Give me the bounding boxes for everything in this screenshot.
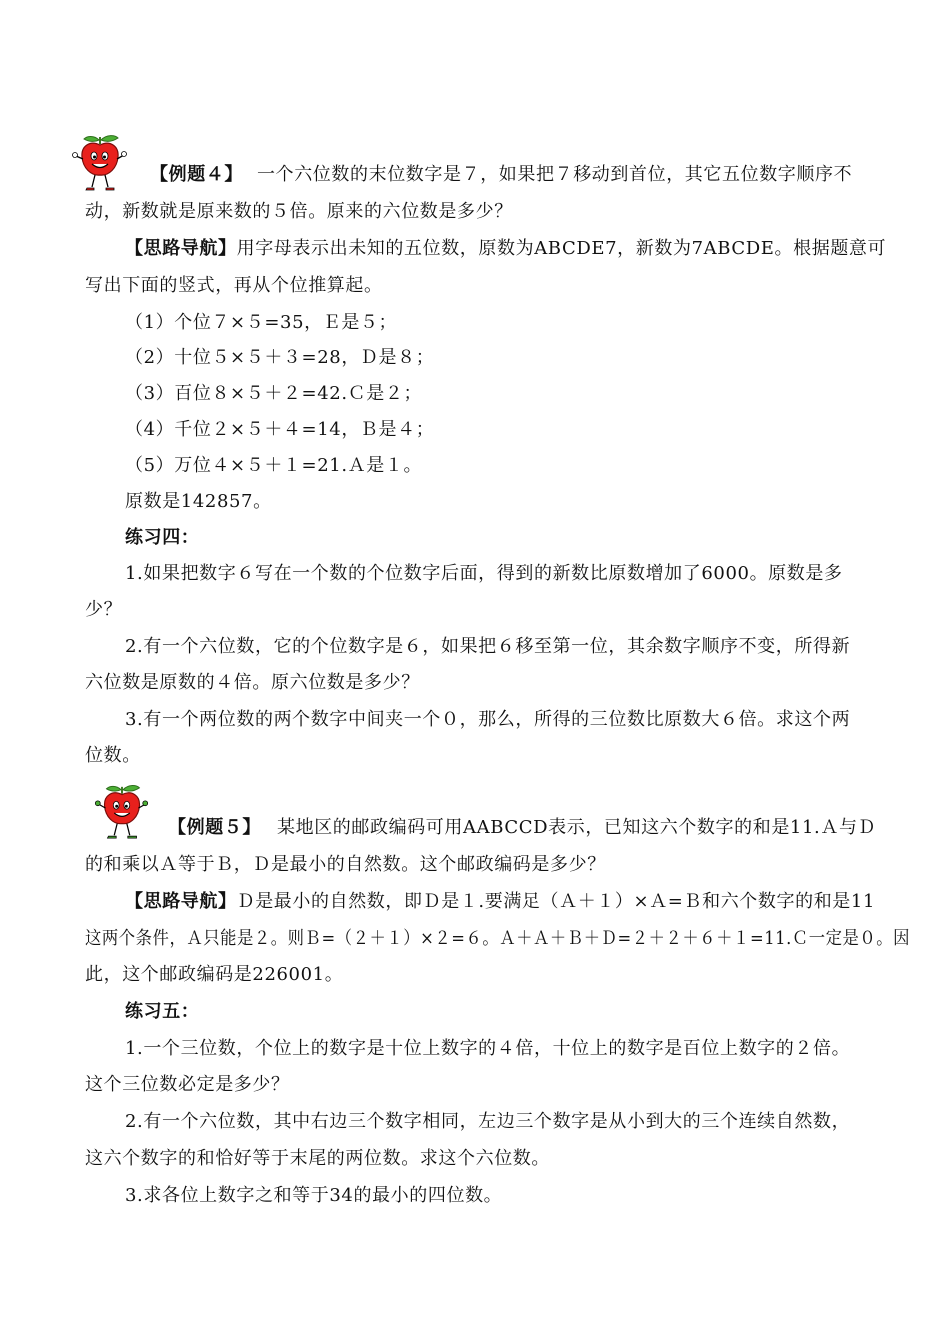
hint5-line3: 此，这个邮政编码是226001。 — [85, 964, 344, 985]
practice5-q2-line1: 2.有一个六位数，其中右边三个数字相同，左边三个数字是从小到大的三个连续自然数， — [125, 1111, 851, 1132]
apple-mascot-icon — [72, 132, 128, 194]
practice4-q2-line1: 2.有一个六位数，它的个位数字是６，如果把６移至第一位，其余数字顺序不变，所得新 — [125, 636, 851, 657]
hint4-step-1: （1）个位７×５=35，Ｅ是５； — [125, 312, 398, 333]
practice5-title: 练习五： — [125, 1001, 200, 1022]
hint4-step-2: （2）十位５×５＋３=28，Ｄ是８； — [125, 347, 435, 368]
hint4-answer: 原数是142857。 — [125, 491, 272, 512]
practice4-q3-line2: 位数。 — [85, 745, 141, 766]
hint4-label: 【思路导航】 — [125, 238, 237, 259]
hint4-line1: 【思路导航】用字母表示出未知的五位数，原数为ABCDE7，新数为7ABCDE。根据题意可 — [125, 238, 887, 259]
practice5-q1-line2: 这个三位数必定是多少？ — [85, 1074, 290, 1095]
example4-line1: 【例题４】 一个六位数的末位数字是７，如果把７移动到首位，其它五位数字顺序不 — [150, 164, 853, 185]
hint4-step-4: （4）千位２×５＋４=14，Ｂ是４； — [125, 419, 435, 440]
hint5-line1: 【思路导航】Ｄ是最小的自然数，即Ｄ是１.要满足（Ａ＋１）×Ａ=Ｂ和六个数字的和是11 — [125, 891, 875, 912]
hint5-label: 【思路导航】 — [125, 891, 237, 912]
practice5-q1-line1: 1.一个三位数，个位上的数字是十位上数字的４倍，十位上的数字是百位上数字的２倍。 — [125, 1038, 851, 1059]
example5-line2: 的和乘以Ａ等于Ｂ，Ｄ是最小的自然数。这个邮政编码是多少？ — [85, 854, 606, 875]
example5-line1: 【例题５】 某地区的邮政编码可用AABCCD表示，已知这六个数字的和是11.Ａ与Ｄ — [168, 817, 877, 838]
apple-mascot-icon — [92, 782, 152, 842]
practice4-q1-line1: 1.如果把数字６写在一个数的个位数字后面，得到的新数比原数增加了6000。原数是多 — [125, 563, 843, 584]
example4-label: 【例题４】 — [150, 164, 243, 185]
hint5-line2: 这两个条件，Ａ只能是２。则Ｂ=（２＋１）×２=６。Ａ＋Ａ＋Ｂ＋Ｄ=２＋２＋６＋１=11.Ｃ一定是０。因 — [85, 928, 911, 949]
practice5-q2-line2: 这六个数字的和恰好等于末尾的两位数。求这个六位数。 — [85, 1148, 550, 1169]
practice4-q2-line2: 六位数是原数的４倍。原六位数是多少？ — [85, 672, 420, 693]
hint4-step-3: （3）百位８×５＋２=42.Ｃ是２； — [125, 383, 423, 404]
practice4-title: 练习四： — [125, 527, 200, 548]
example4-line2: 动，新数就是原来数的５倍。原来的六位数是多少？ — [85, 201, 513, 222]
example5-label: 【例题５】 — [168, 817, 261, 838]
practice4-q1-line2: 少？ — [85, 599, 123, 620]
practice4-q3-line1: 3.有一个两位数的两个数字中间夹一个０，那么，所得的三位数比原数大６倍。求这个两 — [125, 709, 851, 730]
hint4-step-5: （5）万位４×５＋１=21.Ａ是１。 — [125, 455, 423, 476]
hint4-line2: 写出下面的竖式，再从个位推算起。 — [85, 275, 383, 296]
practice5-q3: 3.求各位上数字之和等于34的最小的四位数。 — [125, 1185, 503, 1206]
